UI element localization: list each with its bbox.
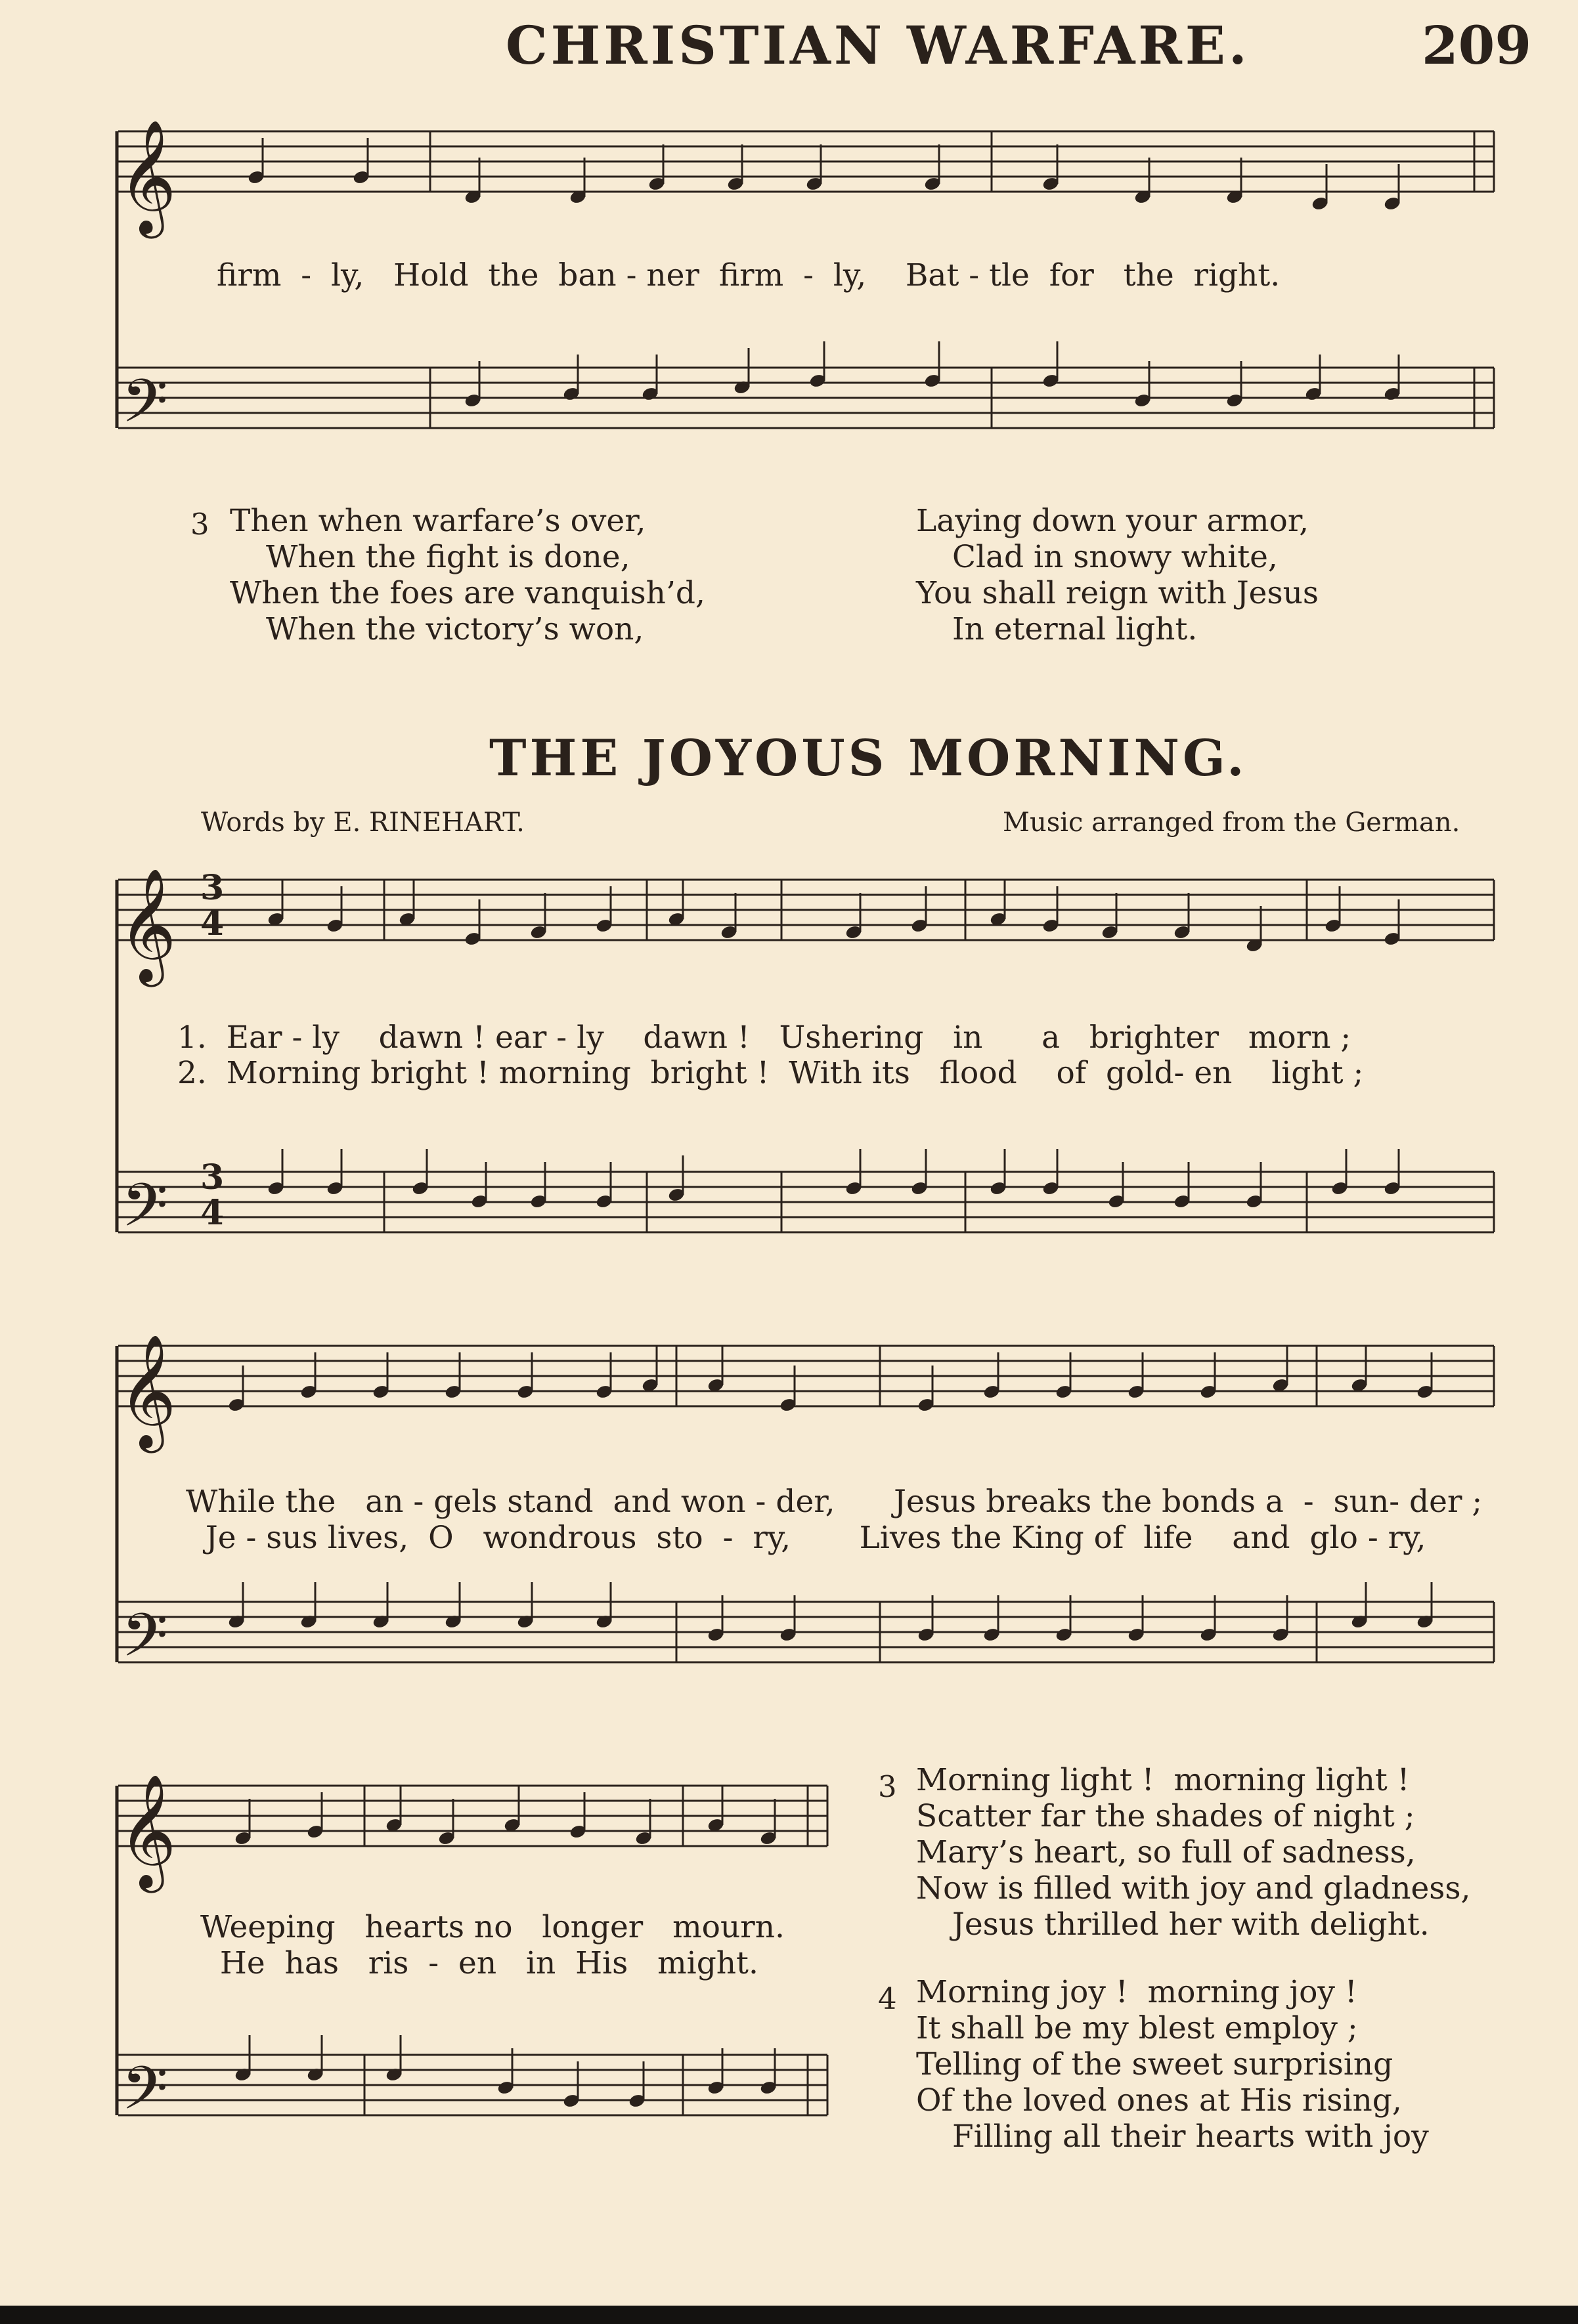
system1-lyric-verse1: 1. Ear - ly dawn ! ear - ly dawn ! Ushering in a brighter morn ; bbox=[177, 1020, 1351, 1056]
warfare-verse3-number: 3 bbox=[190, 507, 209, 542]
music-credit: Music arranged from the German. bbox=[1003, 807, 1460, 838]
clef-icon: 𝄢 bbox=[121, 366, 168, 450]
song-title: THE JOYOUS MORNING. bbox=[489, 729, 1248, 787]
joyous-verse3-line-1: Morning light ! morning light ! bbox=[916, 1762, 1410, 1798]
joyous-verse3-number: 3 bbox=[878, 1769, 897, 1804]
warfare-verse3-left-4: When the victory’s won, bbox=[266, 611, 644, 647]
joyous-verse4-number: 4 bbox=[878, 1981, 897, 2016]
warfare-lyric-line: firm - ly, Hold the ban - ner firm - ly, Bat - tle for the right. bbox=[217, 257, 1281, 293]
system2-lyric-verse1: While the an - gels stand and won - der, Jesus breaks the bonds a - sun- der ; bbox=[186, 1484, 1483, 1520]
system2-lyric-verse2: Je - sus lives, O wondrous sto - ry, Lives the King of life and glo - ry, bbox=[186, 1520, 1426, 1556]
warfare-verse3-right-1: Laying down your armor, bbox=[916, 503, 1309, 539]
system1-lyric-verse2: 2. Morning bright ! morning bright ! With its flood of gold- en light ; bbox=[177, 1055, 1364, 1091]
time-signature-bass-top: 3 bbox=[200, 1157, 225, 1197]
page-number: 209 bbox=[1422, 14, 1531, 76]
joyous-verse4-line-4: Of the loved ones at His rising, bbox=[916, 2082, 1402, 2119]
joyous-verse3-line-2: Scatter far the shades of night ; bbox=[916, 1798, 1415, 1834]
system3-lyric-verse2: He has ris - en in His might. bbox=[200, 1945, 758, 1981]
section-title: CHRISTIAN WARFARE. bbox=[506, 14, 1250, 76]
joyous-verse3-line-4: Now is filled with joy and gladness, bbox=[916, 1870, 1471, 1906]
joyous-verse3-line-3: Mary’s heart, so full of sadness, bbox=[916, 1834, 1416, 1870]
system3-lyric-verse1: Weeping hearts no longer mourn. bbox=[200, 1909, 785, 1945]
warfare-verse3-left-3: When the foes are vanquish’d, bbox=[230, 575, 705, 611]
warfare-verse3-left-1: Then when warfare’s over, bbox=[230, 503, 646, 539]
clef-icon: 𝄞 bbox=[118, 1774, 177, 1888]
time-signature-treble-bottom: 4 bbox=[200, 903, 225, 943]
words-credit: Words by E. RINEHART. bbox=[201, 807, 525, 838]
joyous-verse3-line-5: Jesus thrilled her with delight. bbox=[952, 1906, 1430, 1943]
joyous-verse4-line-2: It shall be my blest employ ; bbox=[916, 2010, 1358, 2046]
warfare-verse3-right-3: You shall reign with Jesus bbox=[916, 575, 1319, 611]
clef-icon: 𝄞 bbox=[118, 868, 177, 982]
warfare-verse3-right-2: Clad in snowy white, bbox=[952, 539, 1278, 575]
joyous-verse4-line-5: Filling all their hearts with joy bbox=[952, 2119, 1429, 2155]
time-signature-bass-bottom: 4 bbox=[200, 1193, 225, 1233]
clef-icon: 𝄢 bbox=[121, 1601, 168, 1685]
clef-icon: 𝄢 bbox=[121, 2054, 168, 2138]
warfare-verse3-left-2: When the fight is done, bbox=[266, 539, 630, 575]
clef-icon: 𝄢 bbox=[121, 1171, 168, 1255]
joyous-verse4-line-1: Morning joy ! morning joy ! bbox=[916, 1974, 1357, 2010]
joyous-verse4-line-3: Telling of the sweet surprising bbox=[916, 2046, 1393, 2082]
scan-edge bbox=[0, 2306, 1578, 2324]
warfare-verse3-right-4: In eternal light. bbox=[952, 611, 1198, 647]
clef-icon: 𝄞 bbox=[118, 1334, 177, 1448]
clef-icon: 𝄞 bbox=[118, 119, 177, 234]
time-signature-treble-top: 3 bbox=[200, 868, 225, 908]
